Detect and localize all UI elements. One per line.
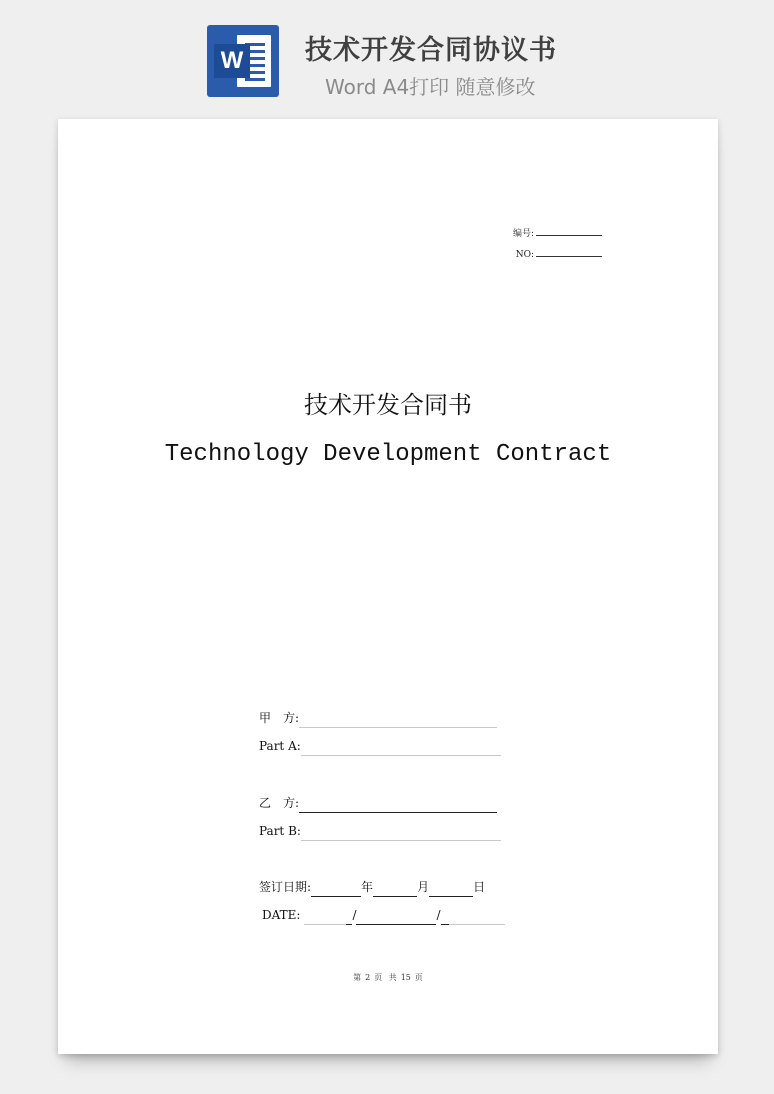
footer-page-number: 2 (365, 973, 371, 982)
date-month-blank[interactable] (356, 910, 436, 925)
party-b-cn-blank[interactable] (299, 798, 497, 813)
word-letter: W (214, 44, 250, 78)
date-day-blank[interactable] (449, 910, 505, 925)
footer-total-pages: 15 (400, 973, 411, 982)
number-cn-blank[interactable] (536, 225, 602, 236)
party-b-cn-field (259, 793, 497, 813)
sign-month-blank[interactable] (373, 882, 417, 897)
contract-number-block (513, 224, 602, 266)
number-label-cn: 编号: (512, 229, 534, 239)
number-en-row (513, 245, 602, 266)
number-label-en: NO: (515, 250, 534, 260)
party-b-en-blank[interactable] (301, 826, 501, 841)
year-label: 年 (361, 880, 374, 894)
party-b-cn-label: 乙 方: (259, 796, 300, 810)
sign-date-field (259, 877, 485, 897)
sign-date-label: 签订日期: (259, 880, 312, 894)
date-year-blank[interactable] (304, 910, 346, 925)
page-title: 技术开发合同协议书 (305, 35, 557, 66)
party-a-cn-blank[interactable] (299, 713, 497, 728)
sign-day-blank[interactable] (429, 882, 473, 897)
party-a-cn-label: 甲 方: (259, 711, 300, 725)
day-label: 日 (473, 880, 486, 894)
contract-title-en: Technology Development Contract (164, 441, 612, 468)
party-a-en-label: Part A: (259, 739, 301, 753)
date-separator-1: / (352, 908, 357, 922)
number-cn-row (513, 224, 602, 245)
month-label: 月 (417, 880, 430, 894)
sign-year-blank[interactable] (311, 882, 361, 897)
date-separator-2: / (436, 908, 441, 922)
footer-page-unit: 页 (374, 973, 383, 982)
date-en-field (262, 905, 505, 925)
footer-total-prefix: 共 (388, 973, 397, 982)
date-day-head (441, 910, 449, 925)
document-page (58, 119, 718, 1054)
party-a-cn-field (259, 708, 497, 728)
date-en-label: DATE: (262, 908, 301, 922)
page-footer (58, 972, 718, 983)
preview-header (0, 0, 774, 110)
number-en-blank[interactable] (536, 246, 602, 257)
word-icon (207, 25, 279, 97)
page-subtitle: Word A4打印 随意修改 (325, 75, 536, 99)
party-a-en-blank[interactable] (301, 741, 501, 756)
party-b-en-field (259, 821, 501, 841)
footer-total-unit: 页 (414, 973, 423, 982)
footer-prefix: 第 (353, 973, 362, 982)
contract-title-cn: 技术开发合同书 (304, 391, 472, 419)
party-a-en-field (259, 736, 501, 756)
party-b-en-label: Part B: (259, 824, 301, 838)
